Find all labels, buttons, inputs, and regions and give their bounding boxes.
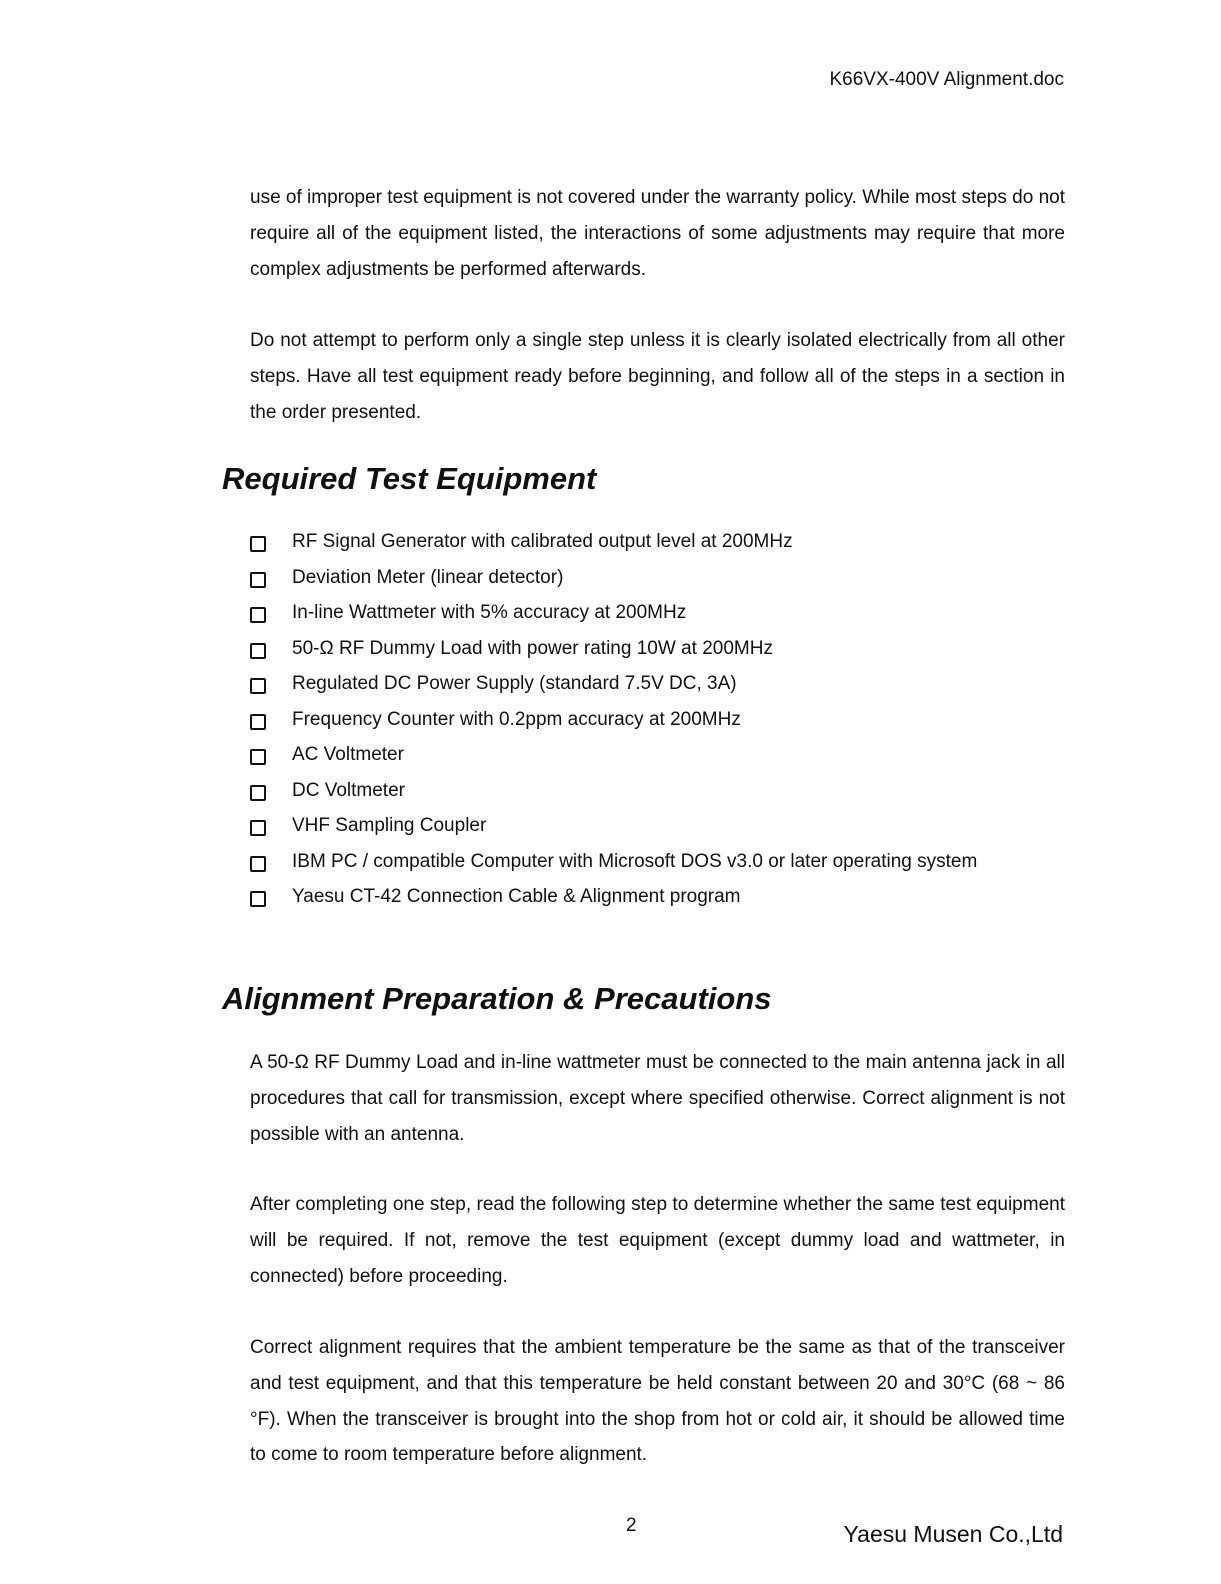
checkbox-icon	[250, 714, 266, 730]
equipment-label: DC Voltmeter	[292, 779, 405, 801]
page-number: 2	[626, 1515, 637, 1536]
checkbox-icon	[250, 536, 266, 552]
checkbox-icon	[250, 820, 266, 836]
alignment-preparation-heading: Alignment Preparation & Precautions	[222, 981, 772, 1016]
preparation-paragraph-2: After completing one step, read the following step to determine whether the same test equipment will be required. If not, remove the test equipment (except dummy load and wattmeter, in connected) before proceeding.	[250, 1194, 1065, 1287]
checkbox-icon	[250, 572, 266, 588]
equipment-label: RF Signal Generator with calibrated output level at 200MHz	[292, 531, 793, 552]
checkbox-icon	[250, 891, 266, 907]
checkbox-icon	[250, 643, 266, 659]
preparation-paragraph-3: Correct alignment requires that the ambient temperature be the same as that of the transceiver and test equipment, and that this temperature be held constant between 20 and 30°C (68 ~ 86 °F). When the transceiver is brought into the shop from hot or cold air, it should be allowed time to come to room temperature before alignment.	[250, 1337, 1065, 1466]
equipment-label: Deviation Meter (linear detector)	[292, 566, 564, 588]
checkbox-icon	[250, 607, 266, 623]
equipment-label: VHF Sampling Coupler	[292, 815, 487, 836]
required-test-equipment-heading: Required Test Equipment	[222, 461, 597, 496]
intro-paragraph-2: Do not attempt to perform only a single step unless it is clearly isolated electrically from all other steps. Have all test equipment ready before beginning, and follow all of the steps in a section in the order presented.	[250, 330, 1065, 423]
equipment-label: IBM PC / compatible Computer with Microsoft DOS v3.0 or later operating system	[292, 850, 978, 872]
equipment-label: Regulated DC Power Supply (standard 7.5V DC, 3A)	[292, 673, 737, 694]
preparation-paragraph-1: A 50-Ω RF Dummy Load and in-line wattmeter must be connected to the main antenna jack in all procedures that call for transmission, except where specified otherwise. Correct alignment is not possible with an antenna.	[250, 1052, 1065, 1145]
intro-paragraph-1: use of improper test equipment is not covered under the warranty policy. While most steps do not require all of the equipment listed, the interactions of some adjustments may require that more complex adjustments be performed afterwards.	[250, 187, 1065, 280]
equipment-label: Frequency Counter with 0.2ppm accuracy at 200MHz	[292, 708, 741, 730]
equipment-label: In-line Wattmeter with 5% accuracy at 200MHz	[292, 602, 687, 623]
company-name: Yaesu Musen Co.,Ltd	[843, 1521, 1063, 1547]
checkbox-icon	[250, 678, 266, 694]
checkbox-icon	[250, 785, 266, 801]
checkbox-icon	[250, 856, 266, 872]
equipment-label: 50-Ω RF Dummy Load with power rating 10W at 200MHz	[292, 637, 773, 659]
document-filename: K66VX-400V Alignment.doc	[829, 69, 1064, 90]
equipment-label: AC Voltmeter	[292, 744, 404, 765]
checkbox-icon	[250, 749, 266, 765]
equipment-label: Yaesu CT-42 Connection Cable & Alignment program	[292, 886, 741, 907]
